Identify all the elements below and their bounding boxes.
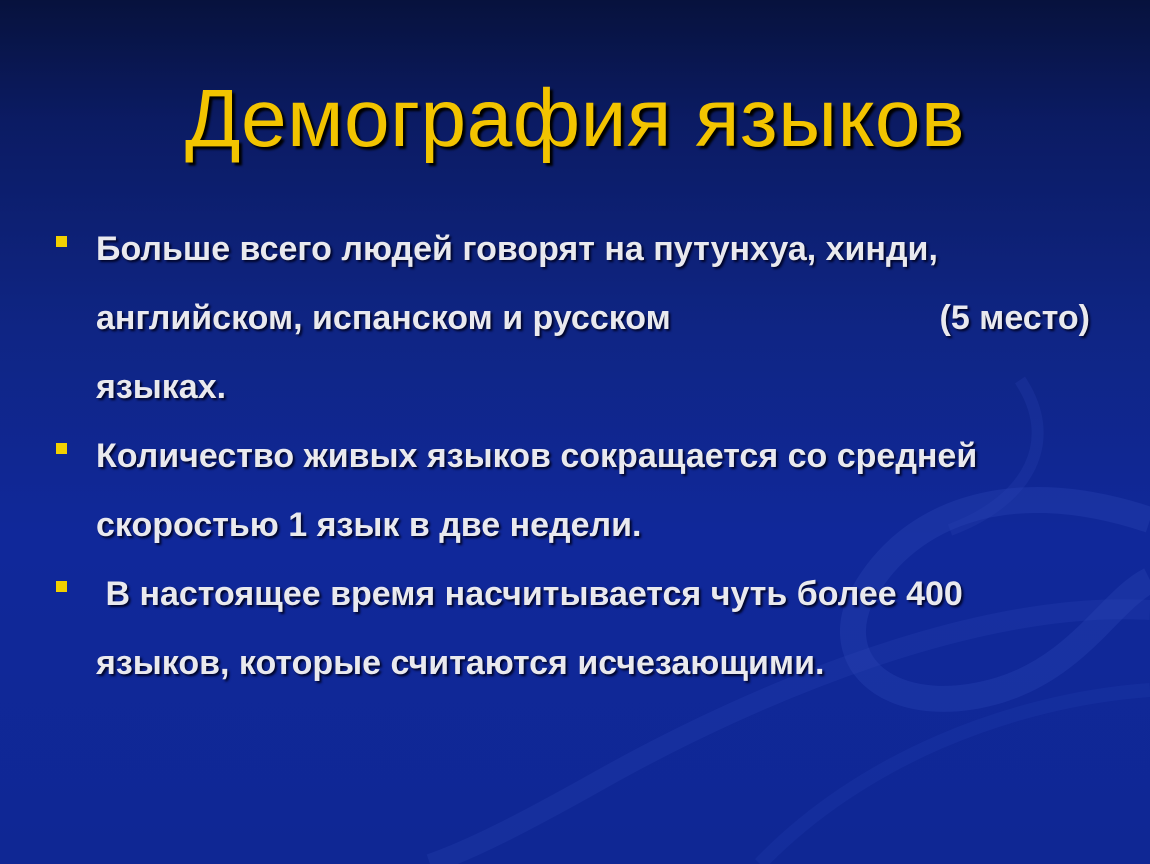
square-bullet-icon xyxy=(56,581,67,592)
square-bullet-icon xyxy=(56,443,67,454)
bullet-text-line: скоростью 1 язык в две недели. xyxy=(96,506,642,544)
bullet-item xyxy=(52,422,1112,560)
bullet-text-line: языках. xyxy=(96,368,227,406)
slide-title: Демография языков xyxy=(184,73,966,164)
bullet-text-segment: (5 место) xyxy=(939,299,1090,337)
square-bullet-icon xyxy=(56,236,67,247)
bullet-text-line: Больше всего людей говорят на путунхуа, хинди, xyxy=(96,230,938,268)
bullet-item xyxy=(52,215,1112,422)
bullet-text-line: языков, которые считаются исчезающими. xyxy=(96,644,825,682)
bullet-text-segment: английском, испанском и русском xyxy=(96,299,671,337)
bullet-text-line: В настоящее время насчитывается чуть более 400 xyxy=(96,575,963,613)
bullet-text-line-split xyxy=(96,284,1090,353)
bullet-text-line: Количество живых языков сокращается со средней xyxy=(96,437,978,475)
bullet-item xyxy=(52,560,1112,698)
bullet-list xyxy=(52,215,1112,698)
